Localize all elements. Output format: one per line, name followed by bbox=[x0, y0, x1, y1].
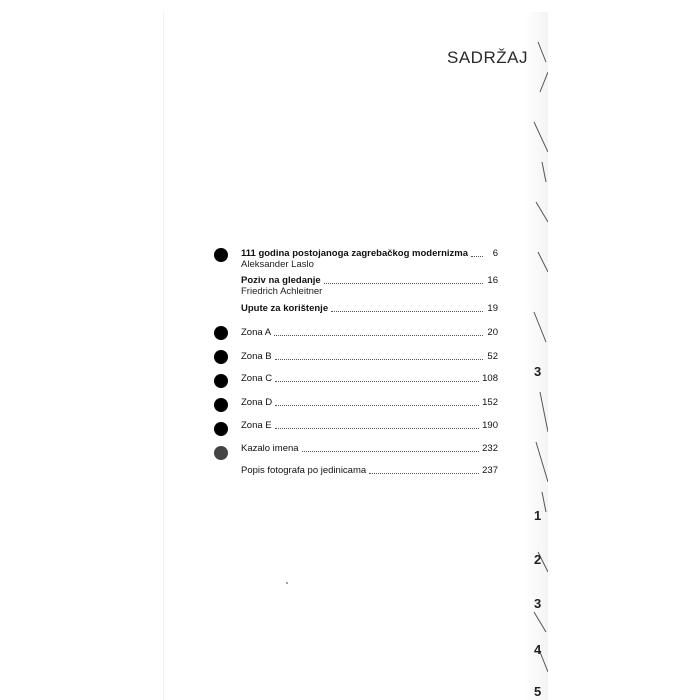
toc-entry[interactable] bbox=[241, 397, 498, 408]
toc-page-number: 108 bbox=[482, 373, 498, 384]
toc-page-number: 6 bbox=[492, 248, 498, 259]
section-bullet bbox=[214, 248, 228, 262]
toc-entry-title: Upute za korištenje bbox=[241, 303, 329, 314]
dot-leader bbox=[324, 282, 483, 284]
section-bullet bbox=[214, 350, 228, 364]
dot-leader bbox=[275, 427, 480, 429]
toc-entry[interactable] bbox=[241, 443, 498, 454]
toc-page-number: 20 bbox=[487, 327, 498, 338]
section-bullet bbox=[214, 398, 228, 412]
toc-entry[interactable] bbox=[241, 275, 498, 297]
section-bullet bbox=[214, 446, 228, 460]
dot-leader bbox=[302, 450, 480, 452]
toc-entry[interactable] bbox=[241, 327, 498, 338]
dot-leader bbox=[331, 310, 483, 312]
toc-entry[interactable] bbox=[241, 420, 498, 431]
toc-page-number: 190 bbox=[482, 420, 498, 431]
dot-leader bbox=[369, 472, 479, 474]
dot-leader bbox=[275, 404, 479, 406]
dot-leader bbox=[274, 334, 483, 336]
dot-leader bbox=[471, 255, 483, 257]
toc-entry-title: 111 godina postojanoga zagrebačkog modernizma bbox=[241, 248, 468, 259]
toc-entry[interactable] bbox=[241, 465, 498, 476]
toc-entry-title: Kazalo imena bbox=[241, 443, 299, 454]
toc-page-number: 232 bbox=[482, 443, 498, 454]
page-title: SADRŽAJ bbox=[447, 48, 528, 67]
edge-mark: 4 bbox=[534, 642, 542, 657]
dot-leader bbox=[275, 358, 483, 360]
section-bullet bbox=[214, 422, 228, 436]
toc-entry[interactable] bbox=[241, 351, 498, 362]
toc-entry[interactable] bbox=[241, 303, 498, 314]
toc-entry-title: Zona C bbox=[241, 373, 273, 384]
section-bullet bbox=[214, 374, 228, 388]
edge-mark: 3 bbox=[534, 596, 542, 611]
edge-mark: 1 bbox=[534, 508, 542, 523]
toc-entry-title: Popis fotografa po jedinicama bbox=[241, 465, 367, 476]
toc-entry[interactable] bbox=[241, 373, 498, 384]
toc-entry[interactable] bbox=[241, 248, 498, 270]
toc-entry-title: Zona B bbox=[241, 351, 272, 362]
toc-page-number: 19 bbox=[487, 303, 498, 314]
toc-page-number: 237 bbox=[482, 465, 498, 476]
toc-entry-author: Friedrich Achleitner bbox=[241, 286, 323, 297]
edge-mark: 2 bbox=[534, 552, 542, 567]
edge-mark: 3 bbox=[534, 364, 542, 379]
toc-entry-author: Aleksander Laslo bbox=[241, 259, 314, 270]
edge-mark: 5 bbox=[534, 684, 542, 699]
toc-entry-title: Poziv na gledanje bbox=[241, 275, 321, 286]
section-bullet bbox=[214, 326, 228, 340]
dot-leader bbox=[275, 380, 479, 382]
speck bbox=[286, 582, 288, 584]
toc-entry-title: Zona A bbox=[241, 327, 272, 338]
toc-page-number: 152 bbox=[482, 397, 498, 408]
toc-entry-title: Zona E bbox=[241, 420, 272, 431]
toc-entry-title: Zona D bbox=[241, 397, 273, 408]
toc-page-number: 16 bbox=[487, 275, 498, 286]
adjacent-page-edge bbox=[524, 12, 548, 700]
toc-page-number: 52 bbox=[487, 351, 498, 362]
